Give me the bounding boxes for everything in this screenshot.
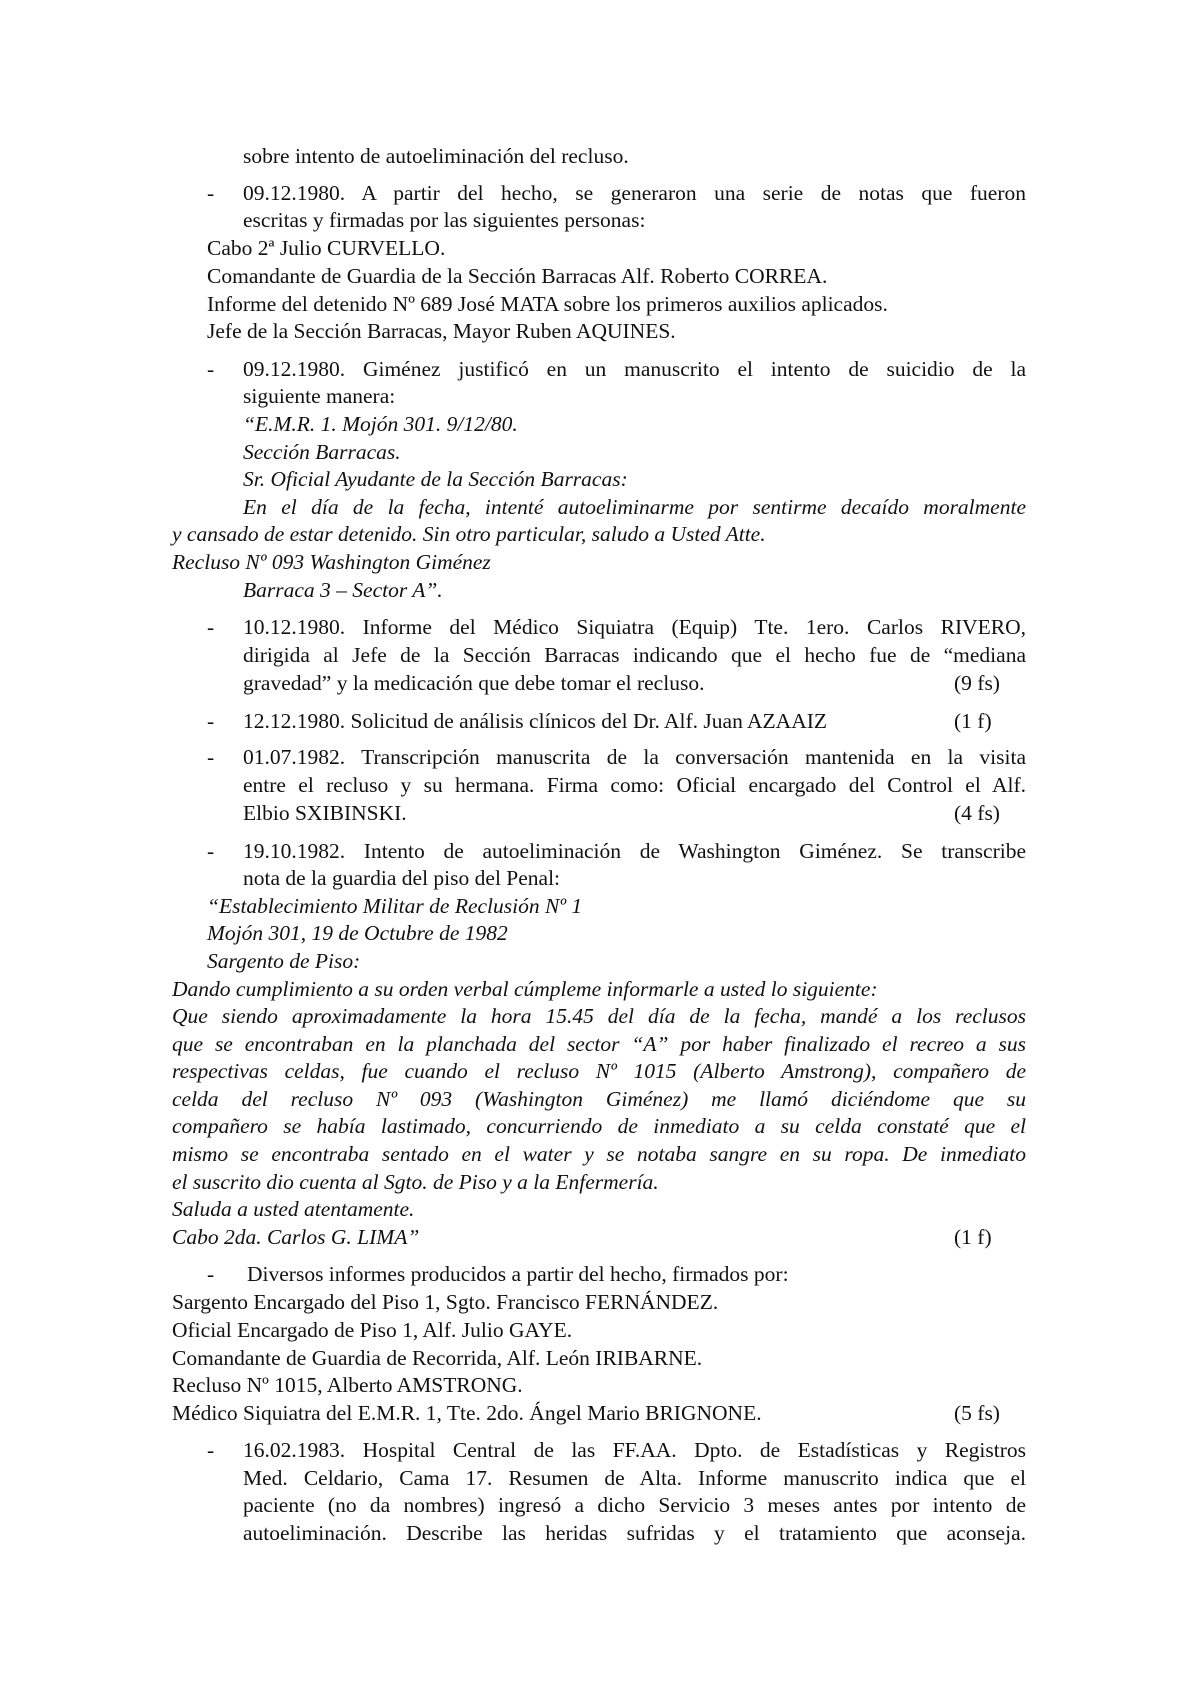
quote-line: Que siendo aproximadamente la hora 15.45 del día de la fecha, mandé a los reclusos bbox=[172, 1004, 1026, 1028]
entry-line: 16.02.1983. Hospital Central de las FF.AA. Dpto. de Estadísticas y Registros bbox=[243, 1438, 1026, 1462]
quote-line: Mojón 301, 19 de Octubre de 1982 bbox=[207, 921, 508, 945]
quote-line: respectivas celdas, fue cuando el recluso Nº 1015 (Alberto Amstrong), compañero de bbox=[172, 1059, 1026, 1083]
signatory-line: Informe del detenido Nº 689 José MATA sobre los primeros auxilios aplicados. bbox=[207, 292, 888, 316]
bullet-dash: - bbox=[207, 181, 215, 205]
bullet-dash: - bbox=[207, 615, 215, 639]
entry-line: 09.12.1980. A partir del hecho, se generaron una serie de notas que fueron bbox=[243, 181, 1026, 205]
signatory-line: Recluso Nº 1015, Alberto AMSTRONG. bbox=[172, 1373, 523, 1397]
quote-line: En el día de la fecha, intenté autoeliminarme por sentirme decaído moralmente bbox=[243, 495, 1026, 519]
signatory-line: Oficial Encargado de Piso 1, Alf. Julio GAYE. bbox=[172, 1318, 573, 1342]
folio-count: (1 f) bbox=[954, 1225, 992, 1249]
quote-line: Recluso Nº 093 Washington Giménez bbox=[172, 550, 491, 574]
quote-line: Sargento de Piso: bbox=[207, 949, 361, 973]
quote-line: y cansado de estar detenido. Sin otro particular, saludo a Usted Atte. bbox=[172, 522, 766, 546]
entry-line: gravedad” y la medicación que debe tomar el recluso. bbox=[243, 671, 705, 695]
signatory-line: Comandante de Guardia de Recorrida, Alf. León IRIBARNE. bbox=[172, 1346, 703, 1370]
entry-line: nota de la guardia del piso del Penal: bbox=[243, 866, 561, 890]
entry-line: autoeliminación. Describe las heridas sufridas y el tratamiento que aconseja. bbox=[243, 1521, 1026, 1545]
entry-line: 01.07.1982. Transcripción manuscrita de la conversación mantenida en la visita bbox=[243, 745, 1026, 769]
entry-line: entre el recluso y su hermana. Firma como: Oficial encargado del Control el Alf. bbox=[243, 773, 1026, 797]
entry-line: 19.10.1982. Intento de autoeliminación de Washington Giménez. Se transcribe bbox=[243, 839, 1026, 863]
bullet-dash: - bbox=[207, 357, 215, 381]
quote-line: celda del recluso Nº 093 (Washington Giménez) me llamó diciéndome que su bbox=[172, 1087, 1026, 1111]
quote-line: Dando cumplimiento a su orden verbal cúmpleme informarle a usted lo siguiente: bbox=[172, 977, 878, 1001]
folio-count: (5 fs) bbox=[954, 1401, 1000, 1425]
entry-line: 10.12.1980. Informe del Médico Siquiatra (Equip) Tte. 1ero. Carlos RIVERO, bbox=[243, 615, 1026, 639]
signatory-line: Sargento Encargado del Piso 1, Sgto. Francisco FERNÁNDEZ. bbox=[172, 1290, 719, 1314]
entry-line: 09.12.1980. Giménez justificó en un manuscrito el intento de suicidio de la bbox=[243, 357, 1026, 381]
entry-line: Med. Celdario, Cama 17. Resumen de Alta. Informe manuscrito indica que el bbox=[243, 1466, 1026, 1490]
entry-line: dirigida al Jefe de la Sección Barracas indicando que el hecho fue de “mediana bbox=[243, 643, 1026, 667]
entry-line: siguiente manera: bbox=[243, 384, 396, 408]
bullet-dash: - bbox=[207, 1262, 215, 1286]
entry-line: escritas y firmadas por las siguientes personas: bbox=[243, 208, 646, 232]
quote-line: mismo se encontraba sentado en el water y se notaba sangre en su ropa. De inmediato bbox=[172, 1142, 1026, 1166]
signatory-line: Médico Siquiatra del E.M.R. 1, Tte. 2do. Ángel Mario BRIGNONE. bbox=[172, 1401, 762, 1425]
entry-line: Elbio SXIBINSKI. bbox=[243, 801, 407, 825]
quote-line: que se encontraban en la planchada del sector “A” por haber finalizado el recreo a sus bbox=[172, 1032, 1026, 1056]
entry-line: paciente (no da nombres) ingresó a dicho Servicio 3 meses antes por intento de bbox=[243, 1493, 1026, 1517]
signatory-line: Comandante de Guardia de la Sección Barracas Alf. Roberto CORREA. bbox=[207, 264, 828, 288]
quote-line: Saluda a usted atentamente. bbox=[172, 1197, 415, 1221]
bullet-dash: - bbox=[207, 1438, 215, 1462]
folio-count: (1 f) bbox=[954, 709, 992, 733]
bullet-dash: - bbox=[207, 709, 215, 733]
folio-count: (4 fs) bbox=[954, 801, 1000, 825]
folio-count: (9 fs) bbox=[954, 671, 1000, 695]
quote-line: Sr. Oficial Ayudante de la Sección Barracas: bbox=[243, 467, 628, 491]
quote-line: Barraca 3 – Sector A”. bbox=[243, 578, 443, 602]
quote-line: “Establecimiento Militar de Reclusión Nº 1 bbox=[207, 894, 583, 918]
continuation-line: sobre intento de autoeliminación del recluso. bbox=[243, 144, 629, 168]
entry-line: Diversos informes producidos a partir del hecho, firmados por: bbox=[247, 1262, 789, 1286]
signatory-line: Jefe de la Sección Barracas, Mayor Ruben AQUINES. bbox=[207, 319, 676, 343]
quote-line: “E.M.R. 1. Mojón 301. 9/12/80. bbox=[243, 412, 518, 436]
signatory-line: Cabo 2ª Julio CURVELLO. bbox=[207, 236, 446, 260]
quote-line: Cabo 2da. Carlos G. LIMA” bbox=[172, 1225, 420, 1249]
quote-line: Sección Barracas. bbox=[243, 440, 401, 464]
bullet-dash: - bbox=[207, 839, 215, 863]
bullet-dash: - bbox=[207, 745, 215, 769]
entry-line: 12.12.1980. Solicitud de análisis clínicos del Dr. Alf. Juan AZAAIZ bbox=[243, 709, 828, 733]
quote-line: compañero se había lastimado, concurriendo de inmediato a su celda constaté que el bbox=[172, 1114, 1026, 1138]
quote-line: el suscrito dio cuenta al Sgto. de Piso y a la Enfermería. bbox=[172, 1170, 659, 1194]
